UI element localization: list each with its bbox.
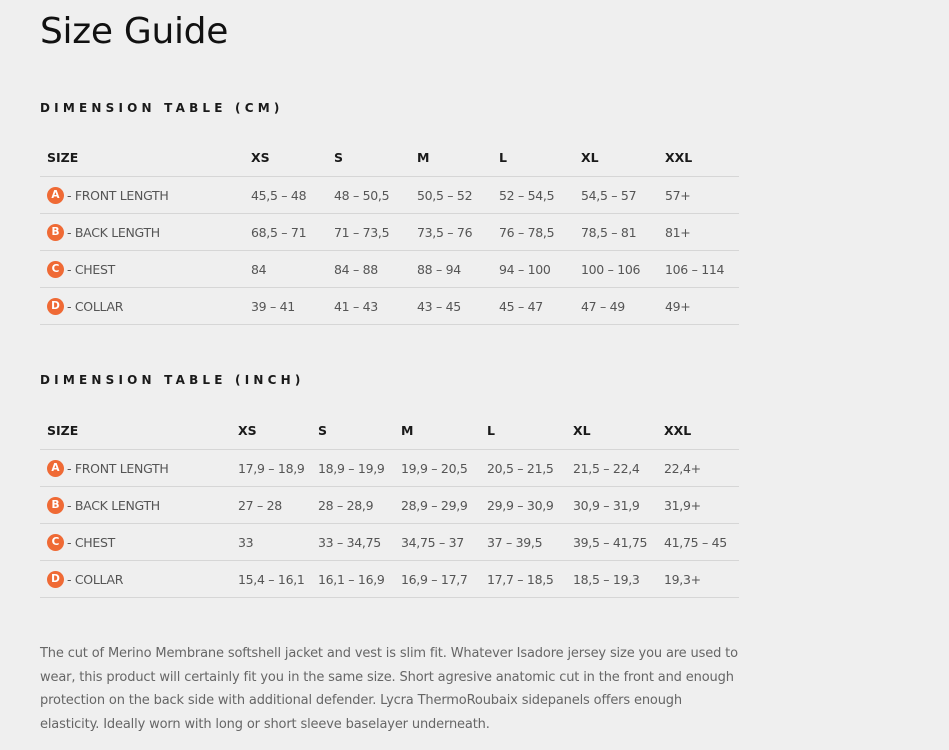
- table-cell: 81+: [658, 214, 739, 251]
- table-row: [40, 450, 739, 487]
- table-cell: 76 – 78,5: [492, 214, 574, 251]
- inch-dimension-table: [40, 411, 739, 598]
- header-xs: XS: [244, 138, 327, 177]
- badge-a-icon: A: [47, 460, 64, 477]
- table-cell: 33 – 34,75: [311, 524, 394, 561]
- table-cell: 50,5 – 52: [410, 177, 492, 214]
- table-row: [40, 561, 739, 598]
- table-cell: 43 – 45: [410, 288, 492, 325]
- table-cell: 30,9 – 31,9: [566, 487, 657, 524]
- table-cell: 49+: [658, 288, 739, 325]
- table-cell: 19,3+: [657, 561, 739, 598]
- badge-d-icon: D: [47, 298, 64, 315]
- table-cell: 78,5 – 81: [574, 214, 658, 251]
- row-label-cell: [40, 524, 231, 561]
- table-cell: 16,1 – 16,9: [311, 561, 394, 598]
- badge-c-icon: C: [47, 534, 64, 551]
- table-cell: 34,75 – 37: [394, 524, 480, 561]
- table-row: [40, 251, 739, 288]
- table-cell: 15,4 – 16,1: [231, 561, 311, 598]
- table-row: [40, 177, 739, 214]
- header-xl: XL: [574, 138, 658, 177]
- table-cell: 84 – 88: [327, 251, 410, 288]
- row-label-cell: [40, 177, 244, 214]
- table-cell: 28 – 28,9: [311, 487, 394, 524]
- row-label: - CHEST: [67, 534, 115, 550]
- header-s: S: [327, 138, 410, 177]
- row-label: - BACK LENGTH: [67, 224, 160, 240]
- header-size: SIZE: [40, 411, 231, 450]
- table-row: [40, 524, 739, 561]
- table-cell: 84: [244, 251, 327, 288]
- header-xl: XL: [566, 411, 657, 450]
- table-cell: 33: [231, 524, 311, 561]
- table-cell: 39,5 – 41,75: [566, 524, 657, 561]
- table-row: [40, 487, 739, 524]
- badge-d-icon: D: [47, 571, 64, 588]
- header-m: M: [410, 138, 492, 177]
- table-cell: 19,9 – 20,5: [394, 450, 480, 487]
- table-cell: 20,5 – 21,5: [480, 450, 566, 487]
- table-cell: 41 – 43: [327, 288, 410, 325]
- header-xxl: XXL: [657, 411, 739, 450]
- inch-table-title: DIMENSION TABLE (INCH): [40, 373, 305, 387]
- row-label: - FRONT LENGTH: [67, 187, 169, 203]
- table-cell: 48 – 50,5: [327, 177, 410, 214]
- badge-c-icon: C: [47, 261, 64, 278]
- product-fit-description: The cut of Merino Membrane softshell jacket and vest is slim fit. Whatever Isadore jersey size you are used to wear, this product will certainly fit you in the same size. Short agresive anatomic cut in the front and enough protection on the back side with additional defender. Lycra ThermoRoubaix sidepanels offers enough elasticity. Ideally worn with long or short sleeve baselayer underneath.: [40, 646, 738, 732]
- table-cell: 45 – 47: [492, 288, 574, 325]
- table-cell: 22,4+: [657, 450, 739, 487]
- table-cell: 41,75 – 45: [657, 524, 739, 561]
- table-cell: 54,5 – 57: [574, 177, 658, 214]
- table-cell: 94 – 100: [492, 251, 574, 288]
- row-label-cell: [40, 214, 244, 251]
- table-header-row: [40, 411, 739, 450]
- cm-dimension-table: [40, 138, 739, 325]
- table-cell: 27 – 28: [231, 487, 311, 524]
- table-cell: 17,7 – 18,5: [480, 561, 566, 598]
- table-cell: 39 – 41: [244, 288, 327, 325]
- row-label-cell: [40, 487, 231, 524]
- row-label-cell: [40, 561, 231, 598]
- header-xxl: XXL: [658, 138, 739, 177]
- badge-a-icon: A: [47, 187, 64, 204]
- badge-b-icon: B: [47, 224, 64, 241]
- table-cell: 68,5 – 71: [244, 214, 327, 251]
- table-cell: 45,5 – 48: [244, 177, 327, 214]
- row-label: - BACK LENGTH: [67, 497, 160, 513]
- row-label: - COLLAR: [67, 571, 124, 587]
- table-cell: 71 – 73,5: [327, 214, 410, 251]
- table-cell: 31,9+: [657, 487, 739, 524]
- table-cell: 28,9 – 29,9: [394, 487, 480, 524]
- row-label-cell: [40, 288, 244, 325]
- badge-b-icon: B: [47, 497, 64, 514]
- table-cell: 16,9 – 17,7: [394, 561, 480, 598]
- row-label: - CHEST: [67, 261, 115, 277]
- table-cell: 47 – 49: [574, 288, 658, 325]
- table-header-row: [40, 138, 739, 177]
- cm-table-title: DIMENSION TABLE (CM): [40, 101, 284, 115]
- header-m: M: [394, 411, 480, 450]
- row-label-cell: [40, 251, 244, 288]
- row-label-cell: [40, 450, 231, 487]
- table-cell: 29,9 – 30,9: [480, 487, 566, 524]
- table-cell: 18,9 – 19,9: [311, 450, 394, 487]
- table-cell: 17,9 – 18,9: [231, 450, 311, 487]
- header-size: SIZE: [40, 138, 244, 177]
- table-cell: 21,5 – 22,4: [566, 450, 657, 487]
- page-title: Size Guide: [40, 11, 229, 52]
- row-label: - COLLAR: [67, 298, 124, 314]
- row-label: - FRONT LENGTH: [67, 460, 169, 476]
- header-l: L: [492, 138, 574, 177]
- table-cell: 100 – 106: [574, 251, 658, 288]
- header-s: S: [311, 411, 394, 450]
- table-row: [40, 288, 739, 325]
- table-cell: 37 – 39,5: [480, 524, 566, 561]
- table-cell: 52 – 54,5: [492, 177, 574, 214]
- header-xs: XS: [231, 411, 311, 450]
- table-cell: 73,5 – 76: [410, 214, 492, 251]
- table-cell: 106 – 114: [658, 251, 739, 288]
- table-row: [40, 214, 739, 251]
- table-cell: 18,5 – 19,3: [566, 561, 657, 598]
- table-cell: 57+: [658, 177, 739, 214]
- table-cell: 88 – 94: [410, 251, 492, 288]
- header-l: L: [480, 411, 566, 450]
